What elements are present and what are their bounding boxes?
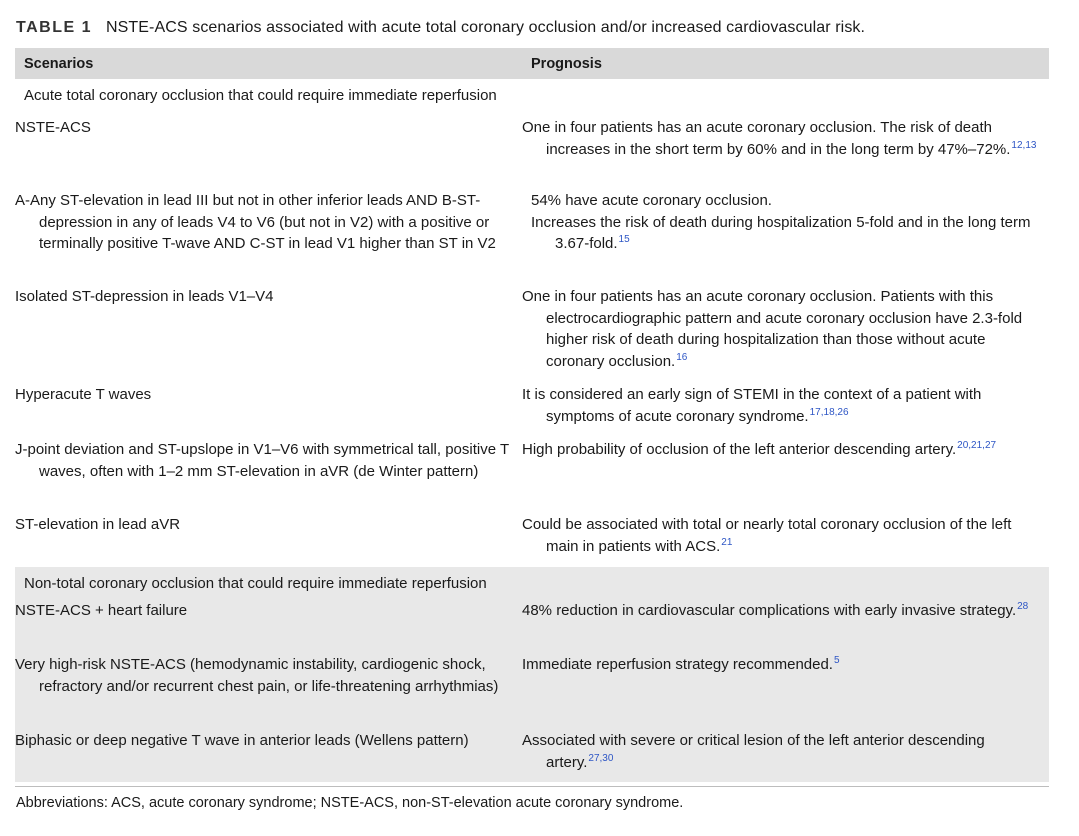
reference-superscript: 21 xyxy=(721,536,733,548)
scenario-cell: Very high-risk NSTE-ACS (hemodynamic instability, cardiogenic shock, refractory and/or recurrent chest pain, or life-threatening arrhythmias) xyxy=(15,656,499,695)
table-row xyxy=(15,600,1049,654)
abbreviations-footnote: Abbreviations: ACS, acute coronary syndrome; NSTE-ACS, non-ST-elevation acute coronary syndrome. xyxy=(16,795,684,811)
section-title-acute-total-occlusion: Acute total coronary occlusion that could require immediate reperfusion xyxy=(24,87,497,104)
reference-superscript: 17,18,26 xyxy=(809,406,849,418)
table-title: NSTE-ACS scenarios associated with acute total coronary occlusion and/or increased cardiovascular risk. xyxy=(105,19,866,36)
reference-superscript: 16 xyxy=(676,351,688,363)
prognosis-cell: One in four patients has an acute coronary occlusion. Patients with this electrocardiographic pattern and acute coronary occlusion have 2.3-fold higher risk of death during hospitalization than those without acute coronary occlusion.$^{16}$ xyxy=(522,288,1023,370)
header-scenarios: Scenarios xyxy=(24,55,94,72)
table-header-row xyxy=(15,48,1049,79)
scenarios-table xyxy=(15,48,1049,782)
shaded-section xyxy=(15,567,1049,782)
table-row xyxy=(15,188,1049,286)
prognosis-cell: One in four patients has an acute coronary occlusion. The risk of death increases in the short term by 60% and in the long term by 47%–72%.$^{12,13}$ xyxy=(522,119,1037,158)
scenario-cell: NSTE-ACS xyxy=(15,119,91,136)
reference-superscript: 5 xyxy=(833,655,840,666)
table-label: TABLE 1 xyxy=(16,19,92,36)
prognosis-cell: It is considered an early sign of STEMI in the context of a patient with symptoms of acute coronary syndrome.$^{17,18,26}$ xyxy=(522,386,982,425)
table-row xyxy=(15,730,1049,782)
reference-superscript: 15 xyxy=(618,234,630,245)
prognosis-cell: Associated with severe or critical lesion of the left anterior descending artery.$^{27,30}$ xyxy=(522,732,985,771)
reference-superscript: 20,21,27 xyxy=(957,440,997,451)
prognosis-cell: 48% reduction in cardiovascular complications with early invasive strategy.$^{28}$ xyxy=(522,601,1029,619)
scenario-cell: ST-elevation in lead aVR xyxy=(15,516,181,533)
table-row xyxy=(15,439,1049,514)
table-row xyxy=(15,112,1049,188)
reference-superscript: 28 xyxy=(1017,601,1029,612)
scenario-cell: J-point deviation and ST-upslope in V1–V6 with symmetrical tall, positive T waves, often with 1–2 mm ST-elevation in aVR (de Winter pattern) xyxy=(15,441,509,480)
scenario-cell: Biphasic or deep negative T wave in anterior leads (Wellens pattern) xyxy=(15,732,469,749)
section-title-non-total-occlusion: Non-total coronary occlusion that could require immediate reperfusion xyxy=(24,575,487,592)
scenario-cell: Isolated ST-depression in leads V1–V4 xyxy=(15,288,274,305)
table-row xyxy=(15,286,1049,384)
table-bottom-rule xyxy=(15,786,1049,787)
prognosis-cell: Could be associated with total or nearly total coronary occlusion of the left main in patients with ACS.$^{21}$ xyxy=(522,516,1012,555)
table-caption xyxy=(16,19,865,37)
reference-superscript: 27,30 xyxy=(588,752,614,764)
prognosis-cell: Immediate reperfusion strategy recommended.$^5$ xyxy=(522,655,840,673)
table-row xyxy=(15,654,1049,730)
prognosis-cell: High probability of occlusion of the left anterior descending artery.$^{20,21,27}$ xyxy=(522,440,997,458)
scenario-cell: A-Any ST-elevation in lead III but not in other inferior leads AND B-ST-depression in any of leads V4 to V6 (but not in V2) with a positive or terminally positive T-wave AND C-ST in lead V1 higher than ST in V2 xyxy=(15,192,496,252)
prognosis-cell: 54% have acute coronary occlusion. Increases the risk of death during hospitalization 5-fold and in the long term 3.67-fold.$^{15}$ xyxy=(531,192,1031,252)
reference-superscript: 12,13 xyxy=(1011,139,1037,151)
header-prognosis: Prognosis xyxy=(531,55,602,72)
scenario-cell: NSTE-ACS + heart failure xyxy=(15,602,188,619)
scenario-cell: Hyperacute T waves xyxy=(15,386,152,403)
table-row xyxy=(15,514,1049,567)
table-row xyxy=(15,384,1049,439)
